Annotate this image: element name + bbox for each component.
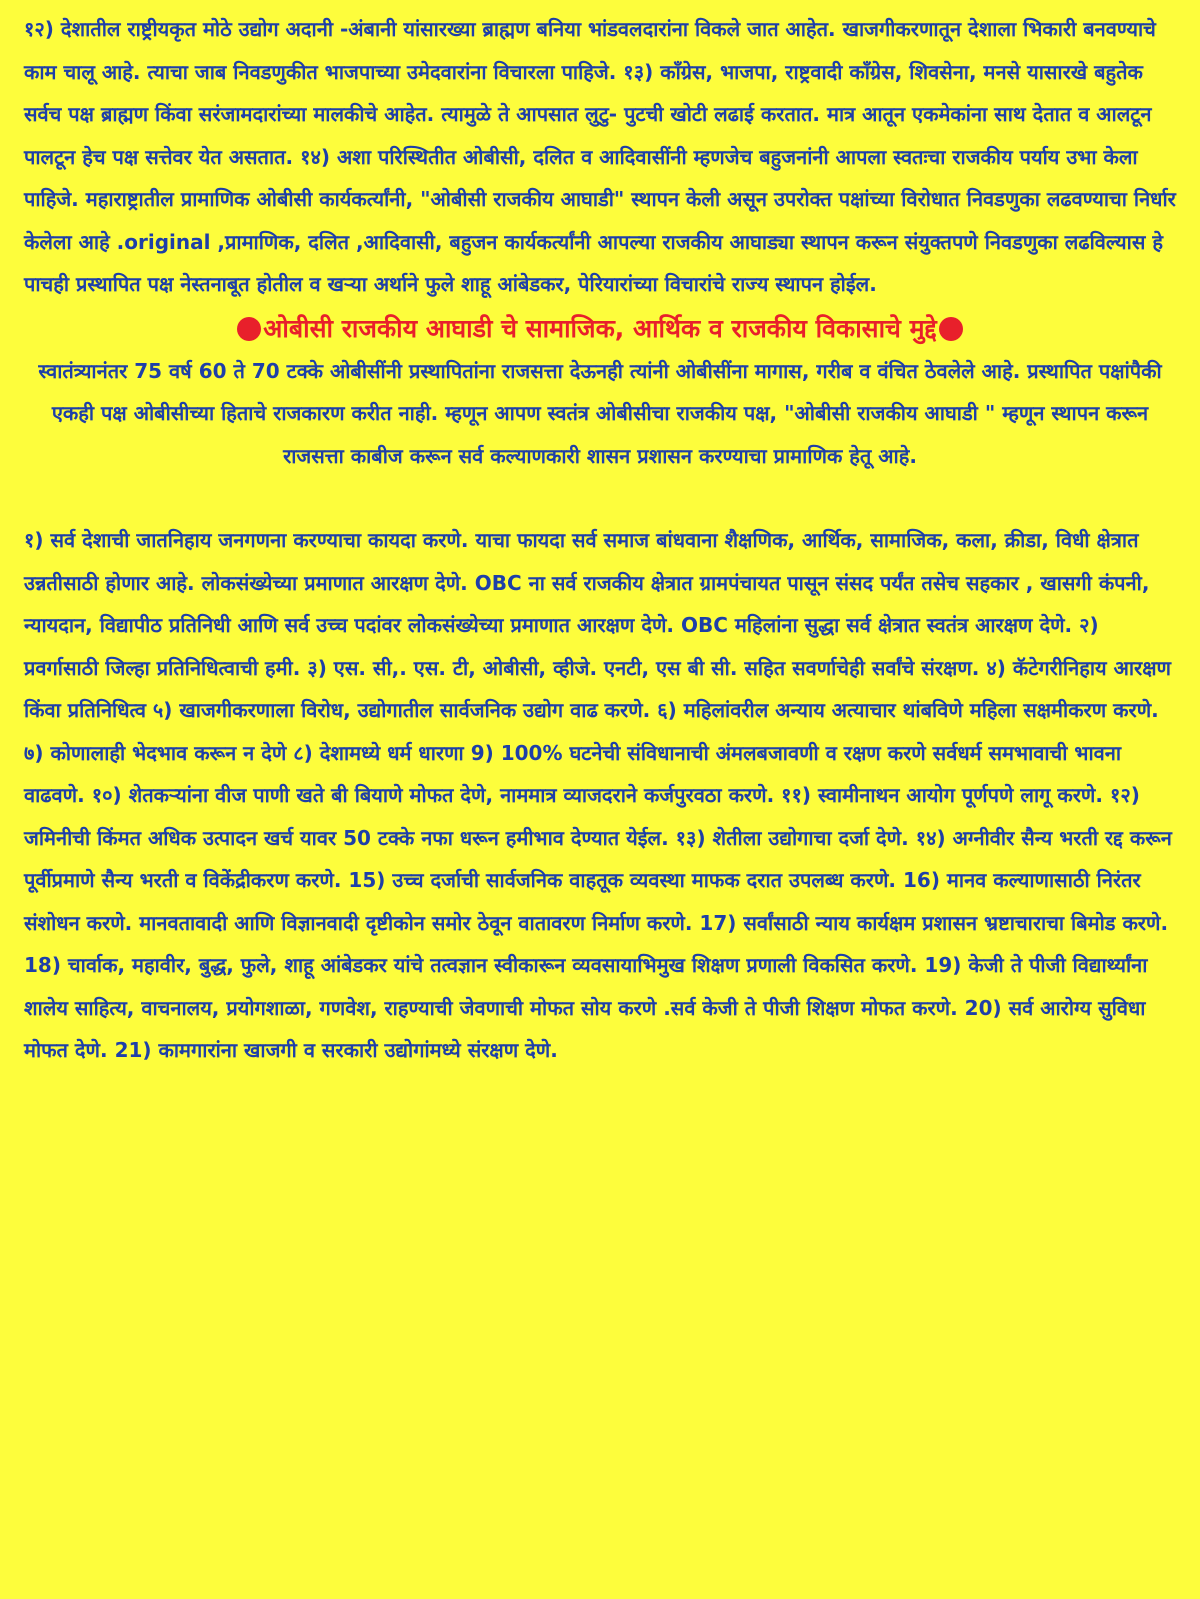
points-paragraph: १) सर्व देशाची जातनिहाय जनगणना करण्याचा कायदा करणे. याचा फायदा सर्व समाज बांधवाना शैक्षणिक, आर्थिक, सामाजिक, कला, क्रीडा, विधी क्षेत्रात उन्नतीसाठी होणार आहे. लोकसंख्येच्या प्रमाणात आरक्षण देणे. OBC ना सर्व राजकीय क्षेत्रात ग्रामपंचायत पासून संसद पर्यंत तसेच सहकार , खासगी कंपनी, न्यायदान, विद्यापीठ प्रतिनिधी आणि सर्व उच्च पदांवर लोकसंख्येच्या प्रमाणात आरक्षण देणे. OBC महिलांना सुद्धा सर्व क्षेत्रात स्वतंत्र आरक्षण देणे. २) प्रवर्गासाठी जिल्हा प्रतिनिधित्वाची हमी. ३) एस. सी,. एस. टी, ओबीसी, व्हीजे. एनटी, एस बी सी. सहित सवर्णाचेही सर्वांचे संरक्षण. ४) कॅटेगरीनिहाय आरक्षण किंवा प्रतिनिधित्व ५) खाजगीकरणाला विरोध, उद्योगातील सार्वजनिक उद्योग वाढ करणे. ६) महिलांवरील अन्याय अत्याचार थांबविणे महिला सक्षमीकरण करणे. ७) कोणालाही भेदभाव करून न देणे ८) देशामध्ये धर्म धारणा 9) 100% घटनेची संविधानाची अंमलबजावणी व रक्षण करणे सर्वधर्म समभावाची भावना वाढवणे. १०) शेतकऱ्यांना वीज पाणी खते बी बियाणे मोफत देणे, नाममात्र व्याजदराने कर्जपुरवठा करणे. ११) स्वामीनाथन आयोग पूर्णपणे लागू करणे. १२) जमिनीची किंमत अधिक उत्पादन खर्च यावर 50 टक्के नफा धरून हमीभाव देण्यात येईल. १३) शेतीला उद्योगाचा दर्जा देणे. १४) अग्नीवीर सैन्य भरती रद्द करून पूर्वीप्रमाणे सैन्य भरती व विकेंद्रीकरण करणे. 15) उच्च दर्जाची सार्वजनिक वाहतूक व्यवस्था माफक दरात उपलब्ध करणे. 16) मानव कल्याणासाठी निरंतर संशोधन करणे. मानवतावादी आणि विज्ञानवादी दृष्टीकोन समोर ठेवून वातावरण निर्माण करणे. 17) सर्वांसाठी न्याय कार्यक्षम प्रशासन भ्रष्टाचाराचा बिमोड करणे. 18) चार्वाक, महावीर, बुद्ध, फुले, शाहू आंबेडकर यांचे तत्वज्ञान स्वीकारून व्यवसायाभिमुख शिक्षण प्रणाली विकसित करणे. 19) केजी ते पीजी विद्यार्थ्यांना शालेय साहित्य, वाचनालय, प्रयोगशाळा, गणवेश, राहण्याची जेवणाची मोफत सोय करणे .सर्व केजी ते पीजी शिक्षण मोफत करणे. 20) सर्व आरोग्य सुविधा मोफत देणे. 21) कामगारांना खाजगी व सरकारी उद्योगांमध्ये संरक्षण देणे.	[24, 528, 1172, 1062]
red-circle-icon	[237, 317, 261, 341]
paragraph-points-12-14: १२) देशातील राष्ट्रीयकृत मोठे उद्योग अदानी -अंबानी यांसारख्या ब्राह्मण बनिया भांडवलदारांना विकले जात आहेत. खाजगीकरणातून देशाला भिकारी बनवण्याचे काम चालू आहे. त्याचा जाब निवडणुकीत भाजपाच्या उमेदवारांना विचारला पाहिजे. १३) कॉंग्रेस, भाजपा, राष्ट्रवादी कॉंग्रेस, शिवसेना, मनसे यासारखे बहुतेक सर्वच पक्ष ब्राह्मण किंवा सरंजामदारांच्या मालकीचे आहेत. त्यामुळे ते आपसात लुटु- पुटची खोटी लढाई करतात. मात्र आतून एकमेकांना साथ देतात व आलटून पालटून हेच पक्ष सत्तेवर येत असतात. १४) अशा परिस्थितीत ओबीसी, दलित व आदिवासींनी म्हणजेच बहुजनांनी आपला स्वतःचा राजकीय पर्याय उभा केला पाहिजे. महाराष्ट्रातील प्रामाणिक ओबीसी कार्यकर्त्यांनी, "ओबीसी राजकीय आघाडी" स्थापन केली असून उपरोक्त पक्षांच्या विरोधात निवडणुका लढवण्याचा निर्धार केलेला आहे .original ,प्रामाणिक, दलित ,आदिवासी, बहुजन कार्यकर्त्यांनी आपल्या राजकीय आघाड्या स्थापन करून संयुक्तपणे निवडणुका लढविल्यास हे पाचही प्रस्थापित पक्ष नेस्तनाबूत होतील व खऱ्या अर्थाने फुले शाहू आंबेडकर, पेरियारांच्या विचारांचे राज्य स्थापन होईल.	[24, 17, 1176, 296]
heading-text: ओबीसी राजकीय आघाडी चे सामाजिक, आर्थिक व राजकीय विकासाचे मुद्दे	[263, 313, 937, 343]
red-circle-icon	[939, 317, 963, 341]
section-heading	[24, 308, 1176, 350]
blank-line	[24, 477, 1176, 519]
intro-paragraph: स्वातंत्र्यानंतर 75 वर्ष 60 ते 70 टक्के ओबीसींनी प्रस्थापितांना राजसत्ता देऊनही त्यांनी ओबीसींना मागास, गरीब व वंचित ठेवलेले आहे. प्रस्थापित पक्षांपैकी एकही पक्ष ओबीसीच्या हिताचे राजकारण करीत नाही. म्हणून आपण स्वतंत्र ओबीसीचा राजकीय पक्ष, "ओबीसी राजकीय आघाडी " म्हणून स्थापन करून राजसत्ता काबीज करून सर्व कल्याणकारी शासन प्रशासन करण्याचा प्रामाणिक हेतू आहे.	[38, 358, 1162, 468]
